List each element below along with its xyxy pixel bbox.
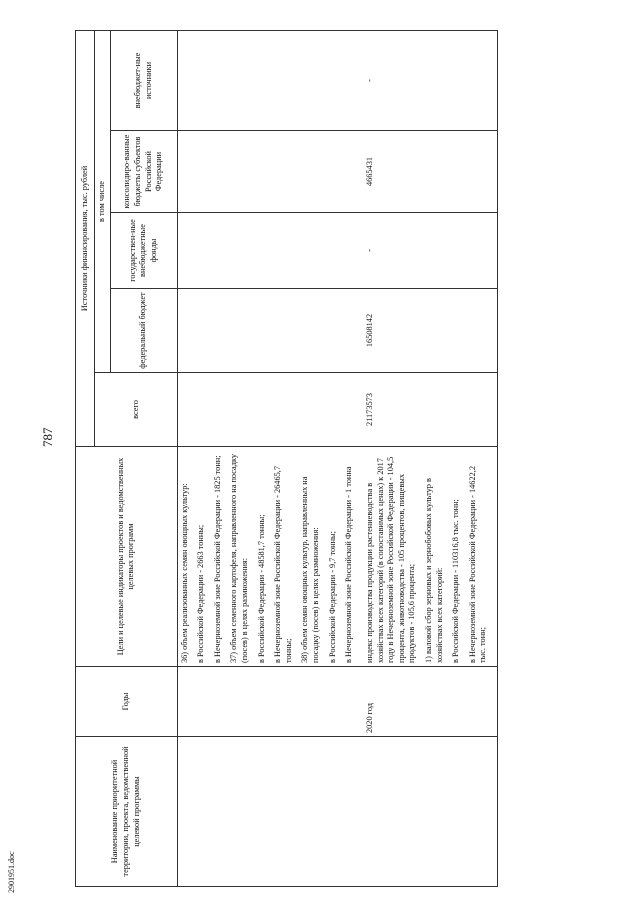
cell-year: 2020 год — [363, 667, 498, 737]
cell-regional: 4665431 — [363, 131, 498, 213]
indicator-text: в Российской Федерации - 9,7 тонны; — [327, 531, 337, 663]
header-goals: Цели и целевые индикаторы проектов и ведомственных целевых программ — [76, 447, 178, 667]
header-years: Годы — [76, 667, 178, 737]
cell-regional — [177, 131, 363, 213]
indicator-text: 1) валовой сбор зерновых и зернобобовых культур в хозяйствах всех категорий: — [423, 478, 444, 663]
indicator-text: 38) объем семян овощных культур, направленных на посадку (посев) в целях размножения: — [300, 476, 321, 663]
header-federal: федеральный бюджет — [110, 289, 177, 373]
cell-indicators — [363, 447, 498, 667]
indicator-text: 37) объем семенного картофеля, направленного на посадку (посев) в целях размножения: — [229, 453, 250, 663]
cell-total: 21173573 — [363, 373, 498, 447]
page-number: 787 — [40, 427, 55, 447]
cell-state-funds — [177, 213, 363, 289]
funding-table — [75, 30, 498, 887]
header-including: в том числе — [95, 30, 111, 372]
table-row — [177, 30, 363, 886]
cell-state-funds: - — [363, 213, 498, 289]
indicator-text: в Российской Федерации - 110316,8 тыс. тонн; — [451, 499, 461, 663]
indicator-text: в Нечерноземной зоне Российской Федерации - 26465,7 тонны; — [273, 466, 293, 663]
header-name: Наименование приоритетной территории, проекта, ведомственной целевой программы — [76, 737, 178, 887]
cell-extrabudget — [177, 30, 363, 130]
file-name: 2901951.doc — [7, 851, 16, 893]
cell-extrabudget: - — [363, 30, 498, 130]
cell-name — [363, 737, 498, 887]
cell-federal: 16508142 — [363, 289, 498, 373]
header-regional: консолидиро-ванные бюджеты субъектов Российской Федерации — [110, 131, 177, 213]
indicator-text: в Российской Федерации - 48581,7 тонны; — [256, 514, 266, 663]
header-funding-sources: Источники финансирования, тыс. рублей — [76, 30, 95, 446]
table-row — [363, 30, 498, 886]
header-extrabudget: внебюджет-ные источники — [110, 30, 177, 130]
indicator-text: 36) объем реализованных семян овощных культур: — [179, 483, 189, 663]
indicator-text: в Российской Федерации - 2663 тонны; — [196, 524, 206, 663]
rotated-table-container — [75, 31, 635, 887]
indicator-text: в Нечерноземной зоне Российской Федерации - 1 тонна — [344, 466, 354, 663]
cell-name — [177, 737, 363, 887]
cell-indicators — [177, 447, 363, 667]
cell-year — [177, 667, 363, 737]
header-state-funds: государствен-ные внебюджетные фонды — [110, 213, 177, 289]
indicator-text: в Нечерноземной зоне Российской Федерации - 1825 тонн; — [212, 455, 222, 663]
cell-federal — [177, 289, 363, 373]
cell-total — [177, 373, 363, 447]
indicator-text: индекс производства продукции растениеводства в хозяйствах всех категорий (в сопоставимых ценах) к 2017 году в Нечерноземной зоне Российской Федерации - 104,5 процента, животноводства - 105 процентов, пищевых продуктов - 105,6 процента; — [364, 456, 417, 663]
header-total: всего — [95, 373, 178, 447]
indicator-text: в Нечерноземной зоне Российской Федерации - 14622,2 тыс. тонн; — [467, 466, 488, 663]
